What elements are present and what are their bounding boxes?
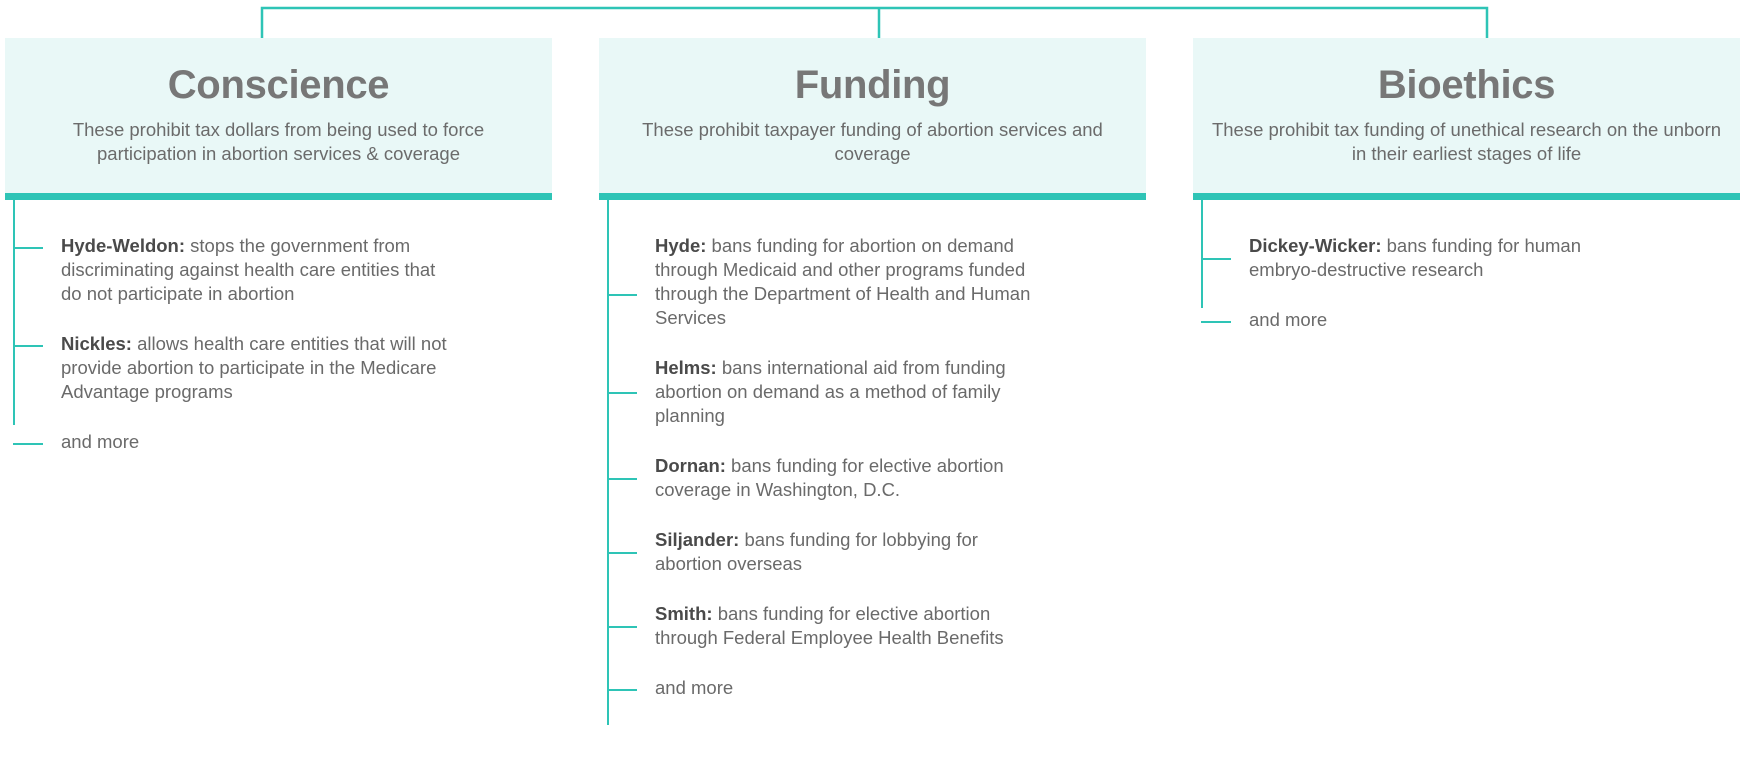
card-subtitle-bioethics: These prohibit tax funding of unethical research on the unborn in their earliest stages of life bbox=[1211, 119, 1722, 165]
list-item-desc: bans funding for elective abortion through Federal Employee Health Benefits bbox=[655, 603, 1004, 649]
list-item-desc: bans funding for abortion on demand through Medicaid and other programs funded through the Department of Health and Human Services bbox=[655, 234, 1031, 328]
list-item-desc: bans funding for elective abortion coverage in Washington, D.C. bbox=[655, 455, 1004, 501]
branch-tick-icon bbox=[1201, 321, 1231, 323]
list-item-desc: bans international aid from funding abortion on demand as a method of family planning bbox=[655, 357, 1006, 427]
list-item-more bbox=[599, 676, 1035, 700]
list-item-desc: allows health care entities that will not provide abortion to participate in the Medicare Advantage programs bbox=[61, 332, 447, 403]
card-bioethics bbox=[1193, 38, 1740, 200]
branch-tick-icon bbox=[13, 247, 43, 249]
card-conscience bbox=[5, 38, 552, 200]
list-item-more bbox=[1193, 308, 1629, 332]
list-item-desc: and more bbox=[61, 431, 140, 453]
list-item bbox=[599, 528, 1035, 576]
branch-tick-icon bbox=[607, 626, 637, 628]
branch-tick-icon bbox=[607, 392, 637, 394]
list-item-term: Siljander: bbox=[655, 529, 740, 551]
card-funding bbox=[599, 38, 1146, 200]
list-item bbox=[5, 234, 461, 306]
list-bioethics bbox=[1193, 234, 1740, 332]
list-item-more bbox=[5, 430, 461, 454]
branch-tick-icon bbox=[1201, 258, 1231, 260]
branch-tick-icon bbox=[607, 689, 637, 691]
branch-tick-icon bbox=[607, 294, 637, 296]
list-item-term: Dickey-Wicker: bbox=[1249, 234, 1382, 256]
list-item bbox=[599, 356, 1035, 428]
card-title-conscience: Conscience bbox=[167, 63, 390, 107]
list-item-term: Dornan: bbox=[655, 455, 726, 477]
list-item-desc: stops the government from discriminating against health care entities that do not participate in abortion bbox=[61, 234, 436, 304]
diagram-columns bbox=[0, 38, 1757, 700]
list-item-term: Hyde-Weldon: bbox=[61, 234, 186, 256]
list-item-term: Nickles: bbox=[61, 332, 132, 354]
card-title-bioethics: Bioethics bbox=[1377, 63, 1556, 107]
card-subtitle-conscience: These prohibit tax dollars from being used to force participation in abortion services & coverage bbox=[72, 119, 485, 165]
list-conscience bbox=[5, 234, 552, 454]
list-wrap-bioethics bbox=[1193, 200, 1740, 332]
branch-tick-icon bbox=[607, 552, 637, 554]
list-item-term: Helms: bbox=[655, 357, 717, 378]
list-wrap-conscience bbox=[5, 200, 552, 454]
list-item-term: Hyde: bbox=[655, 234, 707, 256]
branch-tick-icon bbox=[607, 478, 637, 480]
card-title-funding: Funding bbox=[794, 63, 951, 107]
list-item bbox=[599, 454, 1035, 502]
column-funding bbox=[599, 38, 1146, 700]
column-bioethics bbox=[1193, 38, 1740, 700]
list-item bbox=[599, 602, 1035, 650]
list-funding bbox=[599, 234, 1146, 701]
list-item-desc: bans funding for lobbying for abortion overseas bbox=[655, 529, 978, 575]
branch-tick-icon bbox=[13, 345, 43, 347]
branch-tick-icon bbox=[13, 443, 43, 445]
list-item bbox=[1193, 234, 1629, 282]
list-item-desc: bans funding for human embryo-destructive research bbox=[1249, 234, 1582, 280]
card-subtitle-funding: These prohibit taxpayer funding of abortion services and coverage bbox=[642, 119, 1103, 165]
list-item-desc: and more bbox=[1249, 308, 1328, 330]
column-conscience bbox=[5, 38, 552, 700]
list-item bbox=[5, 332, 461, 404]
list-wrap-funding bbox=[599, 200, 1146, 701]
list-item-term: Smith: bbox=[655, 603, 713, 625]
list-item bbox=[599, 234, 1035, 330]
list-item-desc: and more bbox=[655, 677, 734, 699]
